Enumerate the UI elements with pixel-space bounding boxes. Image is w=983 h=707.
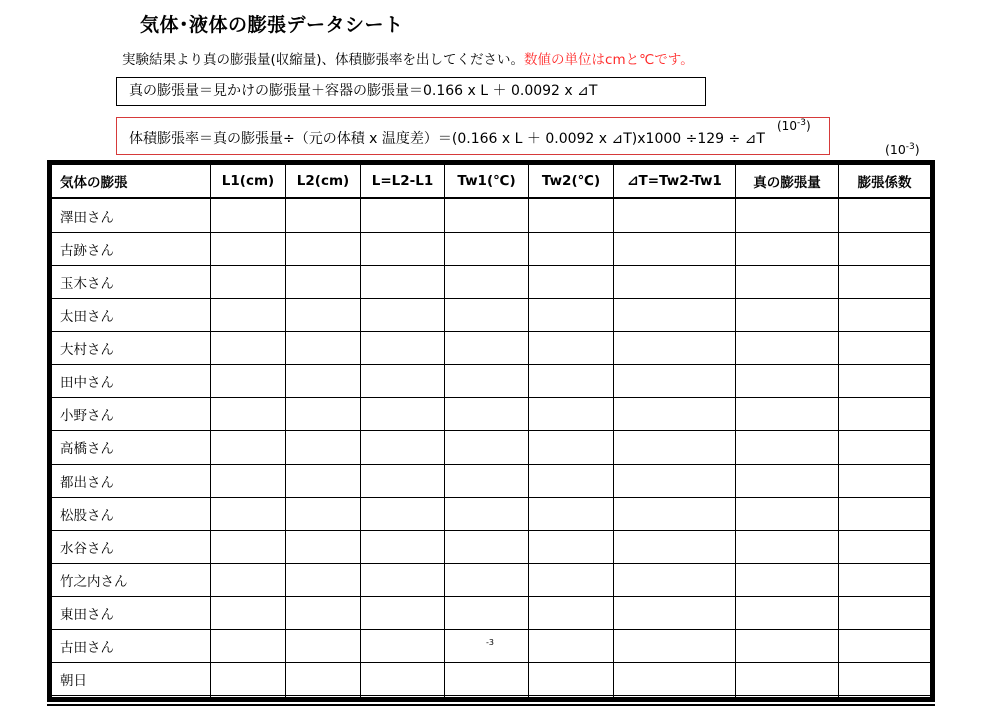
data-table-frame — [47, 160, 935, 702]
unit-close: ) — [805, 119, 811, 133]
data-entry-cell[interactable] — [614, 596, 736, 629]
column-header: 膨張係数 — [839, 165, 931, 199]
data-entry-cell[interactable] — [736, 596, 839, 629]
instruction-unit-note: 数値の単位はcmと℃です。 — [524, 52, 694, 68]
data-entry-cell[interactable] — [529, 530, 614, 563]
data-entry-cell[interactable] — [839, 663, 931, 696]
unit-exponent: -3 — [796, 118, 806, 128]
data-entry-cell[interactable] — [614, 232, 736, 265]
row-name-cell: 玉木さん — [52, 265, 211, 298]
data-entry-cell[interactable] — [211, 596, 286, 629]
true-expansion-formula-box — [116, 77, 706, 106]
data-entry-cell[interactable] — [614, 198, 736, 232]
data-entry-cell[interactable] — [211, 563, 286, 596]
data-entry-cell[interactable] — [614, 398, 736, 431]
instruction-text — [122, 48, 694, 68]
data-entry-cell[interactable] — [361, 398, 445, 431]
data-entry-cell[interactable] — [839, 431, 931, 464]
data-entry-cell[interactable] — [839, 365, 931, 398]
data-entry-cell[interactable] — [614, 530, 736, 563]
data-entry-cell[interactable] — [286, 398, 361, 431]
table-row — [52, 198, 931, 232]
row-name-cell: 大村さん — [52, 332, 211, 365]
table-row — [52, 596, 931, 629]
row-name-cell: 小野さん — [52, 398, 211, 431]
row-name-cell: 澤田さん — [52, 198, 211, 232]
data-entry-cell[interactable] — [736, 431, 839, 464]
data-entry-cell[interactable] — [361, 530, 445, 563]
data-entry-cell[interactable] — [211, 332, 286, 365]
data-entry-cell[interactable] — [211, 497, 286, 530]
data-entry-cell[interactable] — [361, 630, 445, 663]
data-entry-cell[interactable] — [736, 497, 839, 530]
data-entry-cell[interactable] — [839, 563, 931, 596]
data-entry-cell[interactable] — [614, 696, 736, 698]
row-name-cell: 東田さん — [52, 596, 211, 629]
table-row — [52, 398, 931, 431]
data-entry-cell[interactable] — [529, 696, 614, 698]
data-entry-cell[interactable] — [286, 365, 361, 398]
data-entry-cell[interactable] — [286, 530, 361, 563]
data-entry-cell[interactable] — [445, 563, 529, 596]
data-entry-cell[interactable] — [614, 497, 736, 530]
row-name-cell: 水谷さん — [52, 530, 211, 563]
table-row — [52, 563, 931, 596]
column-header: Tw1(℃) — [445, 165, 529, 199]
data-table — [51, 164, 931, 698]
table-row — [52, 332, 931, 365]
data-entry-cell[interactable] — [529, 663, 614, 696]
table-row — [52, 265, 931, 298]
row-name-cell: 古田さん — [52, 630, 211, 663]
data-entry-cell[interactable] — [839, 596, 931, 629]
data-entry-cell[interactable] — [529, 365, 614, 398]
data-entry-cell[interactable] — [736, 299, 839, 332]
data-entry-cell[interactable] — [839, 198, 931, 232]
data-entry-cell[interactable] — [529, 198, 614, 232]
data-entry-cell[interactable] — [839, 696, 931, 698]
data-entry-cell[interactable] — [839, 332, 931, 365]
table-row — [52, 663, 931, 696]
data-entry-cell[interactable] — [736, 464, 839, 497]
data-entry-cell[interactable] — [529, 497, 614, 530]
data-entry-cell[interactable] — [211, 198, 286, 232]
data-entry-cell[interactable] — [286, 663, 361, 696]
data-entry-cell[interactable] — [445, 431, 529, 464]
data-entry-cell[interactable] — [614, 265, 736, 298]
data-entry-cell[interactable] — [529, 464, 614, 497]
data-entry-cell[interactable] — [614, 299, 736, 332]
table-row — [52, 431, 931, 464]
unit-open: (10 — [777, 119, 797, 133]
column-header: L=L2-L1 — [361, 165, 445, 199]
data-entry-cell[interactable] — [529, 630, 614, 663]
data-entry-cell[interactable] — [286, 198, 361, 232]
unit-open: (10 — [885, 142, 906, 158]
data-entry-cell[interactable] — [614, 630, 736, 663]
data-entry-cell[interactable] — [736, 530, 839, 563]
data-entry-cell[interactable] — [361, 431, 445, 464]
data-entry-cell[interactable] — [286, 299, 361, 332]
data-entry-cell[interactable] — [286, 497, 361, 530]
true-expansion-formula: 真の膨張量＝見かけの膨張量＋容器の膨張量＝0.166 x L ＋ 0.0092 x ⊿T — [129, 83, 598, 99]
column-header: L2(cm) — [286, 165, 361, 199]
data-entry-cell[interactable] — [839, 299, 931, 332]
data-entry-cell[interactable] — [286, 630, 361, 663]
data-entry-cell[interactable] — [361, 299, 445, 332]
data-entry-cell[interactable] — [445, 232, 529, 265]
data-entry-cell[interactable] — [211, 398, 286, 431]
data-entry-cell[interactable] — [361, 464, 445, 497]
column-header: Tw2(℃) — [529, 165, 614, 199]
data-entry-cell[interactable] — [445, 299, 529, 332]
column-header: 気体の膨張 — [52, 165, 211, 199]
page-bottom-rule — [47, 704, 935, 706]
data-entry-cell[interactable] — [211, 265, 286, 298]
data-entry-cell[interactable] — [736, 232, 839, 265]
data-entry-cell[interactable] — [839, 530, 931, 563]
data-entry-cell[interactable] — [286, 596, 361, 629]
data-entry-cell[interactable] — [361, 332, 445, 365]
data-entry-cell[interactable] — [361, 198, 445, 232]
data-entry-cell[interactable] — [211, 530, 286, 563]
volume-expansion-formula: 体積膨張率＝真の膨張量÷（元の体積 x 温度差）＝(0.166 x L ＋ 0.0092 x ⊿T)x1000 ÷129 ÷ ⊿T — [129, 131, 765, 147]
row-name-cell — [52, 696, 211, 698]
data-entry-cell[interactable] — [614, 431, 736, 464]
data-entry-cell[interactable] — [211, 464, 286, 497]
column-header: ⊿T=Tw2-Tw1 — [614, 165, 736, 199]
data-entry-cell[interactable] — [529, 299, 614, 332]
data-entry-cell[interactable] — [529, 563, 614, 596]
table-row — [52, 464, 931, 497]
data-entry-cell[interactable] — [211, 630, 286, 663]
data-entry-cell[interactable] — [736, 630, 839, 663]
data-entry-cell[interactable] — [614, 563, 736, 596]
data-entry-cell[interactable] — [211, 232, 286, 265]
data-entry-cell[interactable] — [211, 431, 286, 464]
column-header: 真の膨張量 — [736, 165, 839, 199]
page-title: 気体･液体の膨張データシート — [140, 14, 404, 36]
data-entry-cell[interactable] — [614, 332, 736, 365]
data-entry-cell[interactable] — [361, 563, 445, 596]
data-entry-cell[interactable] — [445, 265, 529, 298]
data-entry-cell[interactable] — [361, 696, 445, 698]
stray-mark: -3 — [486, 638, 494, 647]
row-name-cell: 田中さん — [52, 365, 211, 398]
data-entry-cell[interactable] — [839, 464, 931, 497]
data-entry-cell[interactable] — [736, 696, 839, 698]
data-entry-cell[interactable] — [839, 232, 931, 265]
data-entry-cell[interactable] — [286, 232, 361, 265]
data-entry-cell[interactable] — [361, 663, 445, 696]
data-entry-cell[interactable] — [529, 332, 614, 365]
data-entry-cell[interactable] — [736, 398, 839, 431]
table-row — [52, 696, 931, 698]
data-entry-cell[interactable] — [736, 563, 839, 596]
data-entry-cell[interactable] — [445, 663, 529, 696]
instruction-main: 実験結果より真の膨張量(収縮量)、体積膨張率を出してください。 — [122, 52, 525, 68]
volume-expansion-formula-box — [116, 117, 830, 155]
data-entry-cell[interactable] — [286, 265, 361, 298]
row-name-cell: 高橋さん — [52, 431, 211, 464]
data-entry-cell[interactable] — [211, 299, 286, 332]
data-entry-cell[interactable] — [361, 596, 445, 629]
row-name-cell: 松股さん — [52, 497, 211, 530]
data-entry-cell[interactable] — [445, 398, 529, 431]
unit-exponent: -3 — [905, 142, 915, 152]
data-entry-cell[interactable] — [736, 332, 839, 365]
row-name-cell: 太田さん — [52, 299, 211, 332]
data-entry-cell[interactable] — [211, 696, 286, 698]
data-entry-cell[interactable] — [736, 198, 839, 232]
data-entry-cell[interactable] — [529, 431, 614, 464]
formula-unit-label — [777, 118, 811, 133]
data-entry-cell[interactable] — [286, 332, 361, 365]
data-entry-cell[interactable] — [361, 232, 445, 265]
row-name-cell: 竹之内さん — [52, 563, 211, 596]
data-entry-cell[interactable] — [445, 332, 529, 365]
data-entry-cell[interactable] — [445, 696, 529, 698]
table-row — [52, 530, 931, 563]
data-entry-cell[interactable] — [445, 596, 529, 629]
data-entry-cell[interactable] — [445, 198, 529, 232]
data-entry-cell[interactable] — [286, 563, 361, 596]
table-row — [52, 299, 931, 332]
table-row — [52, 232, 931, 265]
data-entry-cell[interactable] — [361, 365, 445, 398]
data-entry-cell[interactable] — [839, 497, 931, 530]
row-name-cell: 古跡さん — [52, 232, 211, 265]
data-entry-cell[interactable] — [286, 431, 361, 464]
data-entry-cell[interactable] — [839, 630, 931, 663]
row-name-cell: 都出さん — [52, 464, 211, 497]
data-entry-cell[interactable] — [361, 265, 445, 298]
data-entry-cell[interactable] — [211, 663, 286, 696]
data-entry-cell[interactable] — [529, 232, 614, 265]
data-entry-cell[interactable] — [445, 530, 529, 563]
data-entry-cell[interactable] — [211, 365, 286, 398]
data-entry-cell[interactable] — [839, 265, 931, 298]
data-entry-cell[interactable] — [445, 365, 529, 398]
data-entry-cell[interactable] — [286, 464, 361, 497]
unit-close: ) — [914, 142, 920, 158]
data-entry-cell[interactable] — [361, 497, 445, 530]
data-entry-cell[interactable] — [736, 265, 839, 298]
table-row — [52, 497, 931, 530]
data-entry-cell[interactable] — [614, 464, 736, 497]
table-row — [52, 365, 931, 398]
column-header: L1(cm) — [211, 165, 286, 199]
data-entry-cell[interactable] — [839, 398, 931, 431]
data-entry-cell[interactable] — [529, 265, 614, 298]
table-header-row — [52, 165, 931, 199]
table-unit-label — [885, 142, 920, 157]
data-entry-cell[interactable] — [445, 497, 529, 530]
data-entry-cell[interactable] — [614, 365, 736, 398]
data-entry-cell[interactable] — [736, 365, 839, 398]
data-entry-cell[interactable] — [529, 398, 614, 431]
row-name-cell: 朝日 — [52, 663, 211, 696]
data-entry-cell[interactable] — [286, 696, 361, 698]
data-entry-cell[interactable] — [445, 464, 529, 497]
data-entry-cell[interactable] — [736, 663, 839, 696]
data-entry-cell[interactable] — [529, 596, 614, 629]
data-entry-cell[interactable] — [614, 663, 736, 696]
